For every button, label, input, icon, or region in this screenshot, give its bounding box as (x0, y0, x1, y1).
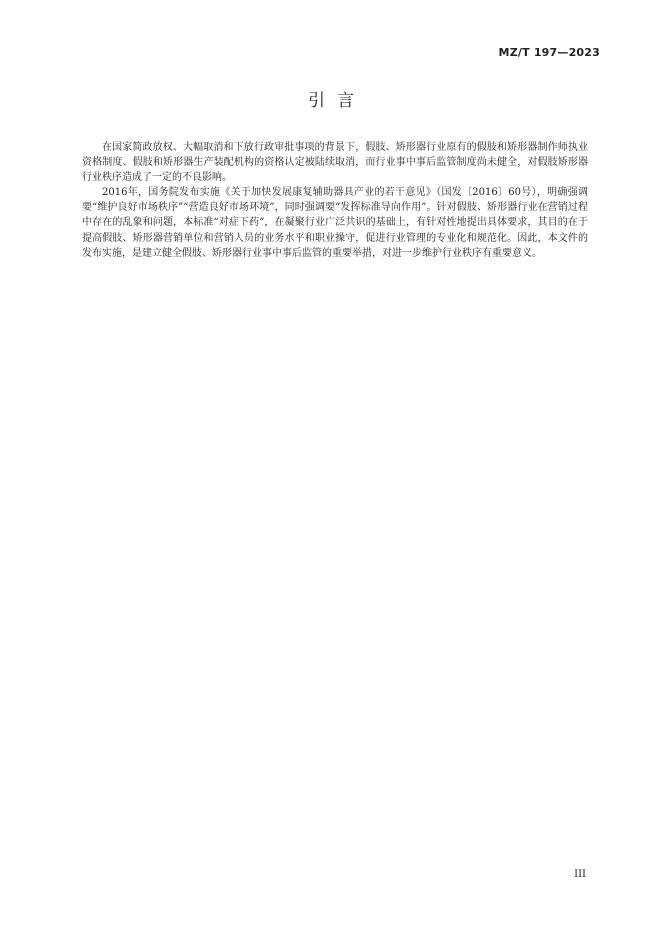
introduction-body (82, 140, 588, 261)
paragraph-2: 2016年，国务院发布实施《关于加快发展康复辅助器具产业的若干意见》（国发〔2016〕60号），明确强调要“维护良好市场秩序”“营造良好市场环境”，同时强调要“发挥标准导向作用”。针对假肢、矫形器行业在营销过程中存在的乱象和问题，本标准“对症下药”，在凝聚行业广泛共识的基础上，有针对性地提出具体要求，其目的在于提高假肢、矫形器营销单位和营销人员的业务水平和职业操守，促进行业管理的专业化和规范化。因此，本文件的发布实施，是建立健全假肢、矫形器行业事中事后监管的重要举措，对进一步维护行业秩序有重要意义。 (82, 187, 588, 259)
page-number: III (574, 869, 586, 880)
standard-code: MZ/T 197—2023 (498, 46, 600, 59)
page-title: 引言 (308, 91, 366, 111)
paragraph-1: 在国家简政放权、大幅取消和下放行政审批事项的背景下，假肢、矫形器行业原有的假肢和矫形器制作师执业资格制度、假肢和矫形器生产装配机构的资格认定被陆续取消，而行业事中事后监管制度尚未健全，对假肢矫形器行业秩序造成了一定的不良影响。 (82, 142, 588, 184)
